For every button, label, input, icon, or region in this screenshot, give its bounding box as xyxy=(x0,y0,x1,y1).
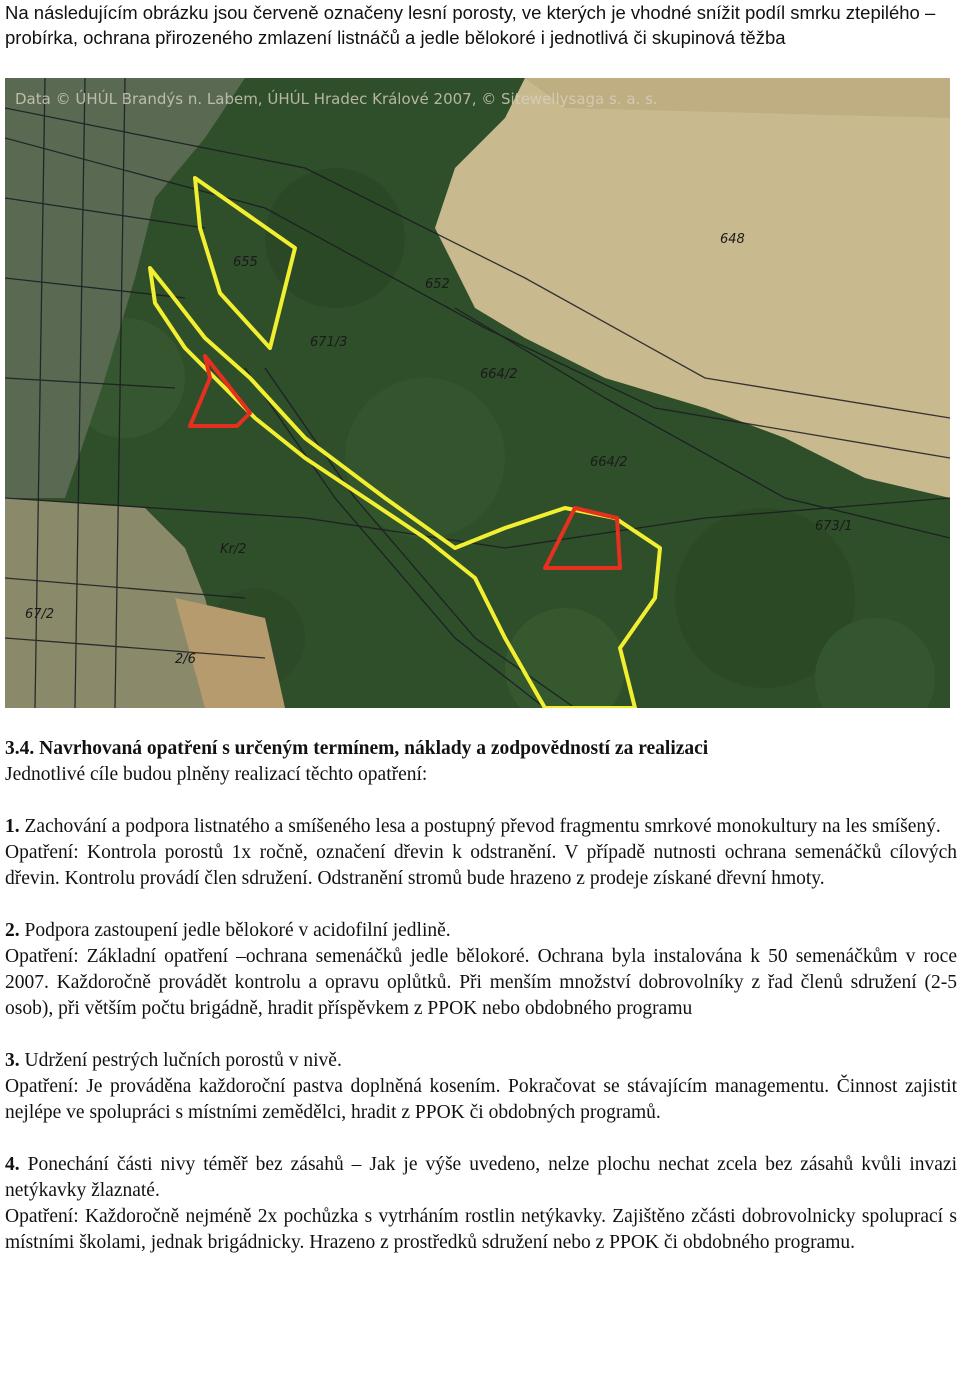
parcel-label: 664/2 xyxy=(480,367,518,382)
measure-number: 2. xyxy=(5,920,20,941)
measure-title-text: Udržení pestrých lučních porostů v nivě. xyxy=(24,1050,342,1071)
forest-map-image xyxy=(5,78,950,708)
measure-1-detail: Opatření: Kontrola porostů 1x ročně, označení dřevin k odstranění. V případě nutnosti ochrana semenáčků cílových dřevin. Kontrolu provádí člen sdružení. Odstranění stromů bude hrazeno z prodeje získané dřevní hmoty. xyxy=(5,842,957,889)
parcel-label: 671/3 xyxy=(310,335,348,350)
intro-paragraph: Na následujícím obrázku jsou červeně označeny lesní porosty, ve kterých je vhodné snížit podíl smrku ztepilého – probírka, ochrana přirozeného zmlazení listnáčů a jedle bělokoré i jednotlivá či skupinová těžba xyxy=(5,2,936,48)
measure-4-title xyxy=(5,1152,957,1204)
parcel-label: 664/2 xyxy=(590,455,628,470)
measure-2-detail: Opatření: Základní opatření –ochrana semenáčků jedle bělokoré. Ochrana byla instalována k 50 semenáčkům v roce 2007. Každoročně provádět kontrolu a opravu oplůtků. Při menším množství dobrovolníky z řad členů sdružení (2-5 osob), při větším počtu brigádně, hradit příspěvkem z PPOK nebo obdobného programu xyxy=(5,946,957,1019)
measure-3-title xyxy=(5,1048,957,1074)
measure-3-detail: Opatření: Je prováděna každoroční pastva doplněná kosením. Pokračovat se stávajícím managementu. Činnost zajistit nejlépe ve spolupráci s místními zemědělci, hradit z PPOK či obdobných programů. xyxy=(5,1076,957,1123)
measure-4-detail: Opatření: Každoročně nejméně 2x pochůzka s vytrháním rostlin netýkavky. Zajištěno zčásti dobrovolnicky spoluprací s místními školami, jednak brigádnicky. Hrazeno z prostředků sdružení nebo z PPOK či obdobného programu. xyxy=(5,1206,957,1253)
measure-number: 4. xyxy=(5,1154,20,1175)
parcel-label: 652 xyxy=(425,277,450,292)
parcel-label: Kr/2 xyxy=(220,542,247,557)
measure-title-text: Podpora zastoupení jedle bělokoré v acidofilní jedlině. xyxy=(24,920,451,941)
map-copyright: Data © ÚHÚL Brandýs n. Labem, ÚHÚL Hradec Králové 2007, © Sitewellysaga s. a. s. xyxy=(15,90,658,108)
document-body xyxy=(5,736,957,1256)
measure-number: 3. xyxy=(5,1050,20,1071)
parcel-label: 673/1 xyxy=(815,519,853,534)
measure-2-title xyxy=(5,918,957,944)
measure-number: 1. xyxy=(5,816,20,837)
measure-1-title xyxy=(5,814,957,840)
parcel-label: 67/2 xyxy=(25,607,55,622)
measure-title-text: Zachování a podpora listnatého a smíšeného lesa a postupný převod fragmentu smrkové monokultury na les smíšený. xyxy=(24,816,941,837)
parcel-label: 655 xyxy=(233,255,258,270)
parcel-label: 648 xyxy=(720,232,745,247)
section-intro: Jednotlivé cíle budou plněny realizací těchto opatření: xyxy=(5,764,428,785)
measure-title-text: Ponechání části nivy téměř bez zásahů – Jak je výše uvedeno, nelze plochu nechat zcela bez zásahů kvůli invazi netýkavky žlaznaté. xyxy=(5,1154,958,1201)
section-heading: 3.4. Navrhovaná opatření s určeným termínem, náklady a zodpovědností za realizaci xyxy=(5,738,709,759)
parcel-label: 2/6 xyxy=(175,652,196,667)
